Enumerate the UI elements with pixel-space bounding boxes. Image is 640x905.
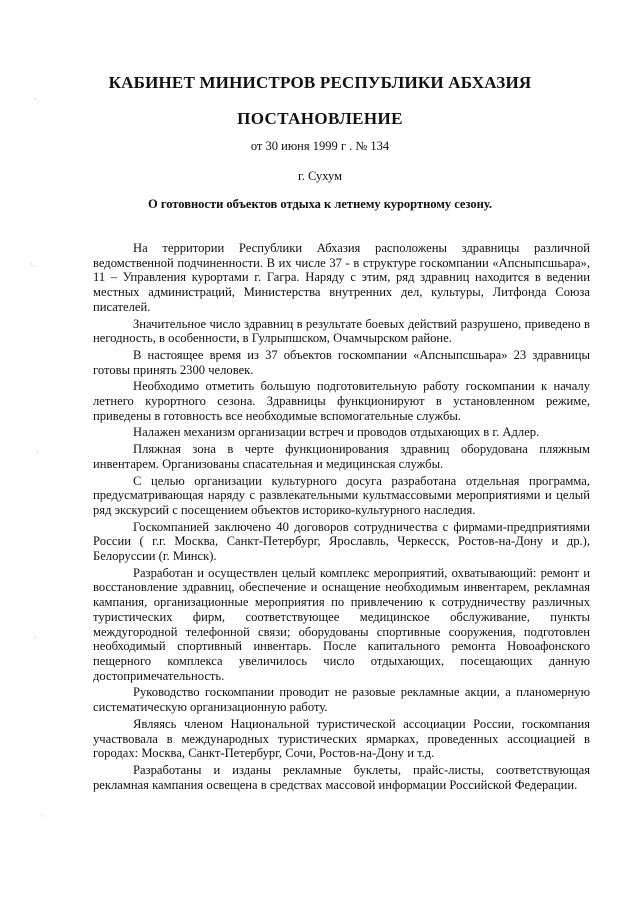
body-paragraph: С целью организации культурного досуга разработана отдельная программа, предусматривающая наряду с развлекательными культмассовыми мероприятиями и целый ряд экскурсий с посещением объектов историко-культурного наследия.: [93, 473, 590, 517]
body-paragraph: Госкомпанией заключено 40 договоров сотрудничества с фирмами-предприятиями России ( г.г. Москва, Санкт-Петербург, Ярославль, Черкесск, Ростов-на-Дону и др.), Белоруссии (г. Минск).: [93, 519, 590, 564]
body-paragraph: В настоящее время из 37 объектов госкомпании «Апсныпсшьара» 23 здравницы готовы принять 2300 человек.: [93, 347, 590, 377]
body-paragraph: Разработаны и изданы рекламные буклеты, прайс-листы, соответствующая рекламная кампания освещена в средствах массовой информации Российской Федерации.: [93, 762, 590, 792]
body-paragraph: Являясь членом Национальной туристической ассоциации России, госкомпания участвовала в международных туристических ярмарках, проведенных ассоциацией в городах: Москва, Санкт-Петербург, Сочи, Ростов-на-Дону и т.д.: [93, 716, 590, 761]
scan-speck: ʿ: [34, 636, 37, 646]
body-paragraph: Пляжная зона в черте функционирования здравниц оборудована пляжным инвентарем. Организованы спасательная и медицинская службы.: [93, 442, 590, 471]
scan-speck: ʿ·: [30, 262, 36, 272]
document-type: ПОСТАНОВЛЕНИЕ: [237, 109, 403, 128]
scan-speck: ·: [40, 812, 43, 822]
body-paragraph: Разработан и осуществлен целый комплекс мероприятий, охватывающий: ремонт и восстановление здравниц, обеспечение и оснащение необходимым инвентарем, рекламная кампания, организационные мероприятия по привлечению к сотрудничеству различных туристических фирм, соответствующее медицинское обслуживание, пункты междугородной телефонной связи; оборудованы спортивные сооружения, подготовлен необходимый спортивный инвентарь. После капитального ремонта Новоафонского пещерного комплекса увеличилось число отдыхающих, посещающих данную достопримечательность.: [93, 565, 590, 683]
document-city: г. Сухум: [297, 169, 342, 183]
body-paragraph: Руководство госкомпании проводит не разовые рекламные акции, а планомерную систематическую организационную работу.: [93, 685, 590, 715]
body-paragraph: На территории Республики Абхазия расположены здравницы различной ведомственной подчиненности. В их числе 37 - в структуре госкомпании «Апсныпсшьара», 11 – Управления курортами г. Гагра. Наряду с этим, ряд здравниц находится в ведении местных администраций, Министерства внутренних дел, культуры, Литфонда Союза писателей.: [93, 241, 590, 314]
body-paragraph: Необходимо отметить большую подготовительную работу госкомпании к началу летнего курортного сезона. Здравницы функционируют в установленном режиме, приведены в готовность все необходимые вспомогательные службы.: [93, 379, 590, 423]
scan-speck: ·: [36, 448, 39, 458]
document-subject: О готовности объектов отдыха к летнему курортному сезону.: [147, 197, 492, 211]
body-paragraph: Значительное число здравниц в результате боевых действий разрушено, приведено в негодность, в особенности, в Гулрыпшском, Очамчырском районе.: [93, 316, 590, 346]
document-body: [93, 241, 590, 794]
body-paragraph: Налажен механизм организации встреч и проводов отдыхающих в г. Адлер.: [133, 425, 540, 440]
document-date-number: от 30 июня 1999 г . № 134: [250, 139, 390, 153]
scan-speck: ʿ·: [34, 98, 40, 108]
document-title: КАБИНЕТ МИНИСТРОВ РЕСПУБЛИКИ АБХАЗИЯ: [108, 73, 532, 92]
